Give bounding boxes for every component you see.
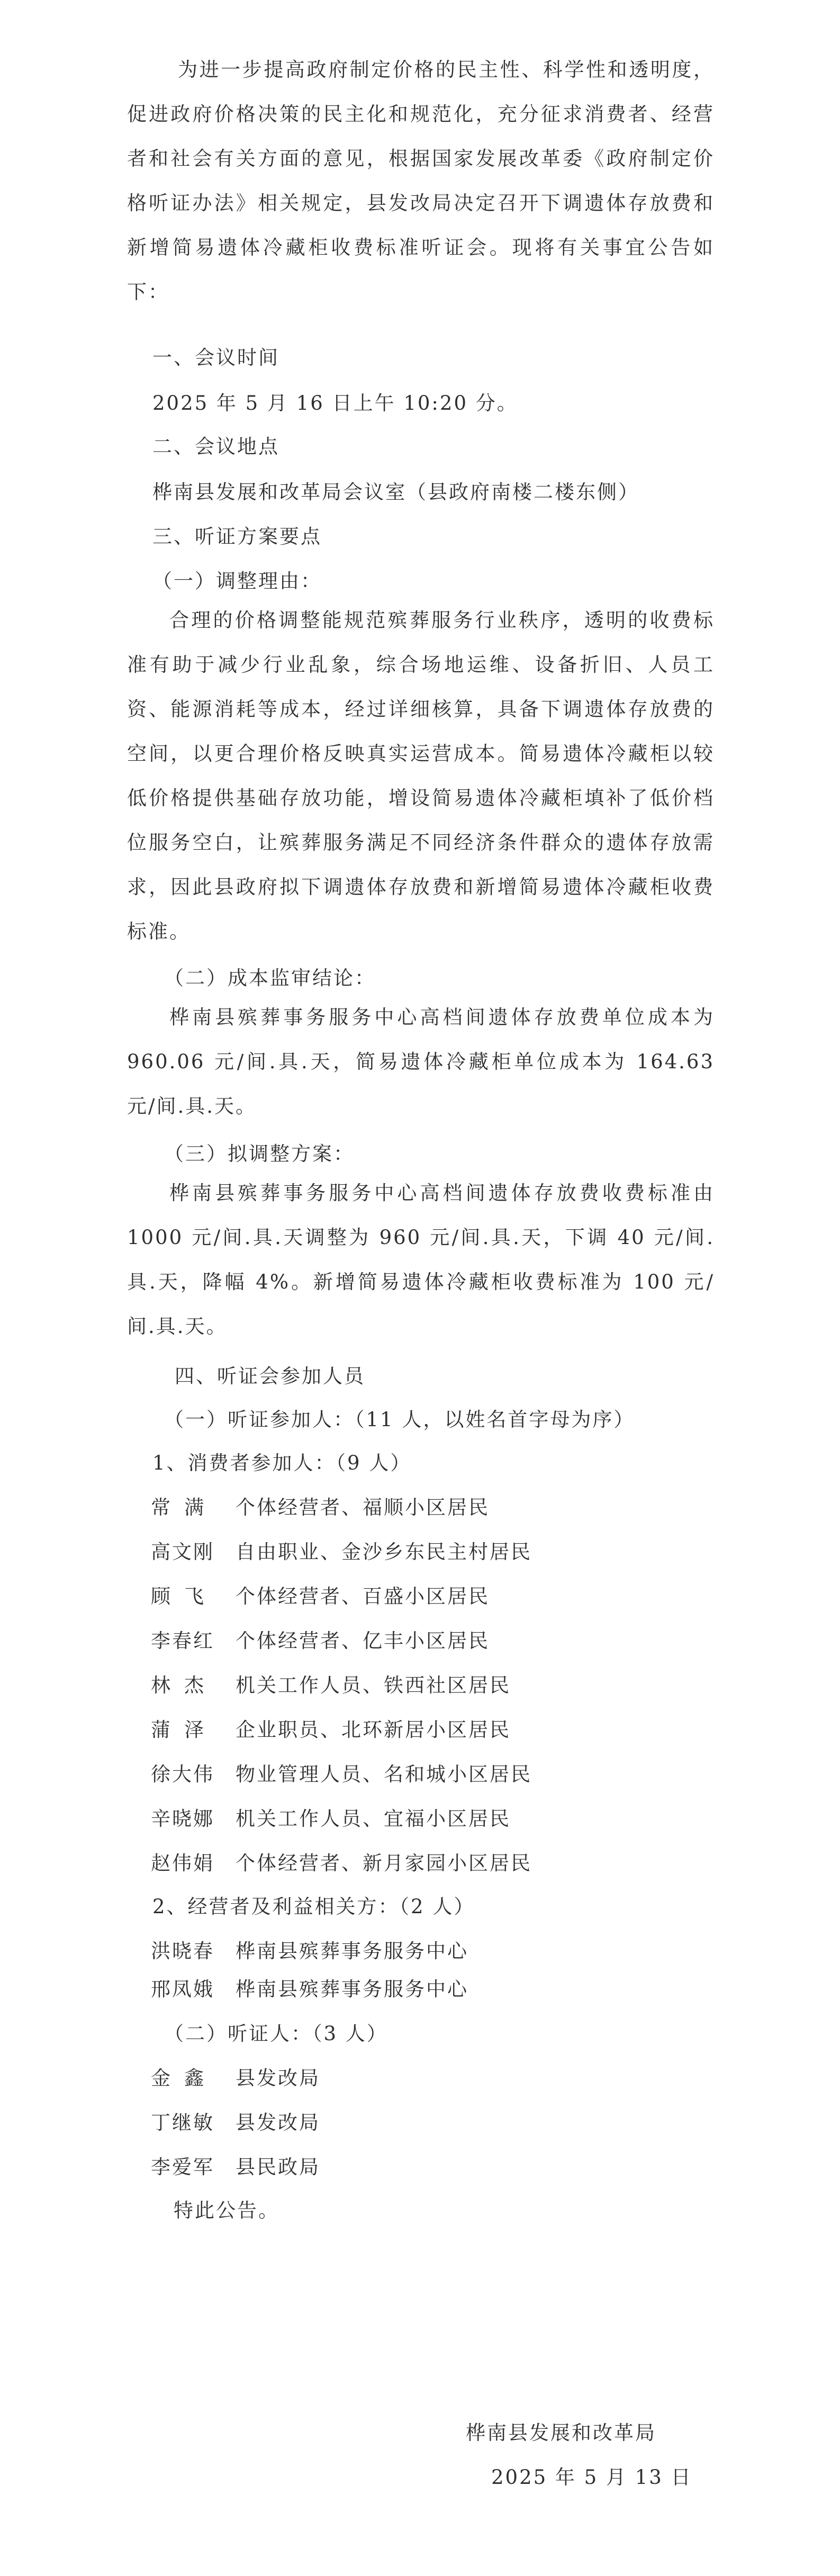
- operator-desc: 桦南县殡葬事务服务中心: [236, 1978, 468, 2001]
- consumer-desc: 个体经营者、亿丰小区居民: [236, 1629, 490, 1652]
- hearer-name: 金鑫: [151, 2067, 218, 2089]
- operator-row: [151, 1935, 468, 1967]
- cost-audit-text: 桦南县殡葬事务服务中心高档间遗体存放费单位成本为 960.06 元/间.具.天，简易遗体冷藏柜单位成本为 164.63 元/间.具.天。: [127, 1006, 715, 1118]
- hearing-participants-heading: （一）听证参加人：（11 人，以姓名首字母为序）: [164, 1408, 635, 1431]
- consumer-row: [151, 1670, 511, 1701]
- adjustment-reason-text: 合理的价格调整能规范殡葬服务行业秩序，透明的收费标准有助于减少行业乱象，综合场地运维、设备折旧、人员工资、能源消耗等成本，经过详细核算，具备下调遗体存放费的空间，以更合理价格反映真实运营成本。简易遗体冷藏柜以较低价格提供基础存放功能，增设简易遗体冷藏柜填补了低价档位服务空白，让殡葬服务满足不同经济条件群众的遗体存放需求，因此县政府拟下调遗体存放费和新增简易遗体冷藏柜收费标准。: [127, 609, 715, 943]
- consumer-name: 赵伟娟: [151, 1852, 214, 1875]
- consumer-desc: 机关工作人员、铁西社区居民: [236, 1674, 511, 1697]
- consumers-heading: 1、消费者参加人：（9 人）: [152, 1452, 412, 1474]
- operators-heading: 2、经营者及利益相关方：（2 人）: [152, 1895, 475, 1918]
- consumer-row: [151, 1492, 490, 1524]
- operator-name: 洪晓春: [151, 1940, 214, 1962]
- consumer-row: [151, 1625, 490, 1657]
- hearer-row: [151, 2151, 320, 2183]
- hearer-row: [151, 2107, 320, 2139]
- consumer-desc: 个体经营者、百盛小区居民: [236, 1585, 490, 1608]
- hearer-name: 李爱军: [151, 2156, 214, 2178]
- consumer-row: [151, 1759, 532, 1790]
- hearer-desc: 县发改局: [236, 2067, 320, 2089]
- adjustment-reason-heading: （一）调整理由：: [152, 570, 322, 592]
- consumer-desc: 企业职员、北环新居小区居民: [236, 1718, 511, 1741]
- hearer-desc: 县发改局: [236, 2111, 320, 2134]
- section-hearing-plan-heading: 三、听证方案要点: [152, 525, 322, 548]
- hearer-desc: 县民政局: [236, 2156, 320, 2178]
- consumer-row: [151, 1848, 532, 1879]
- consumer-desc: 物业管理人员、名和城小区居民: [236, 1763, 532, 1786]
- consumer-desc: 个体经营者、福顺小区居民: [236, 1496, 490, 1519]
- intro-paragraph: 为进一步提高政府制定价格的民主性、科学性和透明度，促进政府价格决策的民主化和规范化，充分征求消费者、经营者和社会有关方面的意见，根据国家发展改革委《政府制定价格听证办法》相关规定，县发改局决定召开下调遗体存放费和新增简易遗体冷藏柜收费标准听证会。现将有关事宜公告如下：: [127, 58, 715, 303]
- section-meeting-place-heading: 二、会议地点: [152, 435, 279, 458]
- consumer-desc: 个体经营者、新月家园小区居民: [236, 1852, 532, 1875]
- section-participants-heading: 四、听证会参加人员: [175, 1365, 365, 1388]
- proposed-plan-heading: （三）拟调整方案：: [164, 1142, 355, 1165]
- consumer-name: 蒲泽: [151, 1718, 218, 1741]
- meeting-time: 2025 年 5 月 16 日上午 10:20 分。: [152, 392, 518, 415]
- closing-text: 特此公告。: [174, 2199, 279, 2222]
- consumer-desc: 机关工作人员、宜福小区居民: [236, 1807, 511, 1830]
- hearers-heading: （二）听证人：（3 人）: [164, 2022, 388, 2045]
- hearer-name: 丁继敏: [151, 2111, 214, 2134]
- consumer-name: 辛晓娜: [151, 1807, 214, 1830]
- consumer-name: 常满: [151, 1496, 218, 1519]
- consumer-name: 李春红: [151, 1629, 214, 1652]
- consumer-row: [151, 1714, 511, 1746]
- signature-date: 2025 年 5 月 13 日: [491, 2466, 692, 2489]
- meeting-place: 桦南县发展和改革局会议室（县政府南楼二楼东侧）: [152, 481, 639, 503]
- operator-desc: 桦南县殡葬事务服务中心: [236, 1940, 468, 1962]
- signature-organization: 桦南县发展和改革局: [466, 2421, 656, 2444]
- consumer-desc: 自由职业、金沙乡东民主村居民: [236, 1541, 532, 1563]
- section-meeting-time-heading: 一、会议时间: [152, 346, 279, 369]
- consumer-name: 高文刚: [151, 1541, 214, 1563]
- consumer-row: [151, 1536, 532, 1568]
- consumer-name: 徐大伟: [151, 1763, 214, 1786]
- hearer-row: [151, 2062, 320, 2094]
- consumer-row: [151, 1581, 490, 1613]
- consumer-row: [151, 1803, 511, 1835]
- proposed-plan-text: 桦南县殡葬事务服务中心高档间遗体存放费收费标准由 1000 元/间.具.天调整为 960 元/间.具.天，下调 40 元/间.具.天，降幅 4%。新增简易遗体冷藏柜收费标准为 100 元/间.具.天。: [127, 1182, 715, 1338]
- consumer-name: 顾飞: [151, 1585, 218, 1608]
- operator-name: 邢凤娥: [151, 1978, 214, 2001]
- consumer-name: 林杰: [151, 1674, 218, 1697]
- operator-row: [151, 1974, 468, 2005]
- cost-audit-heading: （二）成本监审结论：: [164, 967, 376, 989]
